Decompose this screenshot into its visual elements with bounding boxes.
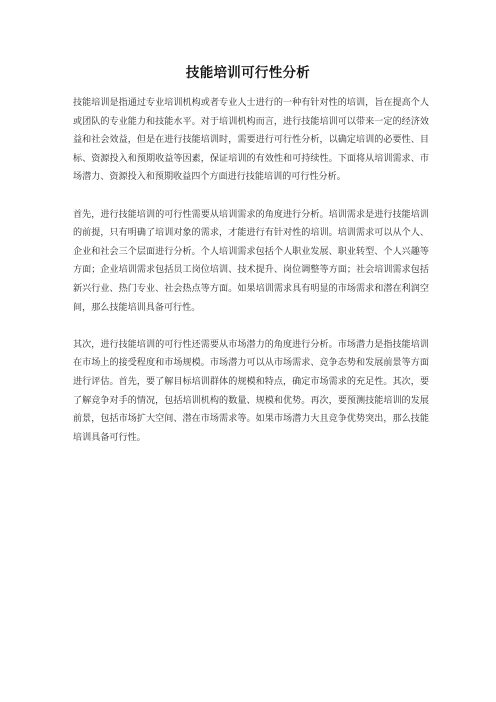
document-body bbox=[73, 94, 429, 447]
paragraph-market-potential: 其次，进行技能培训的可行性还需要从市场潜力的角度进行分析。市场潜力是指技能培训在市场上的接受程度和市场规模。市场潜力可以从市场需求、竞争态势和发展前景等方面进行评估。首先，要了解目标培训群体的规模和特点，确定市场需求的充足性。其次，要了解竞争对手的情况，包括培训机构的数量、规模和优势。再次，要预测技能培训的发展前景，包括市场扩大空间、潜在市场需求等。如果市场潜力大且竞争优势突出，那么技能培训具备可行性。 bbox=[73, 339, 429, 443]
paragraph-training-demand: 首先，进行技能培训的可行性需要从培训需求的角度进行分析。培训需求是进行技能培训的前提，只有明确了培训对象的需求，才能进行有针对性的培训。培训需求可以从个人、企业和社会三个层面进行分析。个人培训需求包括个人职业发展、职业转型、个人兴趣等方面；企业培训需求包括员工岗位培训、技术提升、岗位调整等方面；社会培训需求包括新兴行业、热门专业、社会热点等方面。如果培训需求具有明显的市场需求和潜在利润空间，那么技能培训具备可行性。 bbox=[73, 209, 429, 313]
document-title: 技能培训可行性分析 bbox=[185, 65, 311, 81]
paragraph-intro: 技能培训是指通过专业培训机构或者专业人士进行的一种有针对性的培训，旨在提高个人或团队的专业能力和技能水平。对于培训机构而言，进行技能培训可以带来一定的经济效益和社会效益，但是在进行技能培训时，需要进行可行性分析，以确定培训的必要性、目标、资源投入和预期收益等因素，保证培训的有效性和可持续性。下面将从培训需求、市场潜力、资源投入和预期收益四个方面进行技能培训的可行性分析。 bbox=[73, 98, 429, 183]
